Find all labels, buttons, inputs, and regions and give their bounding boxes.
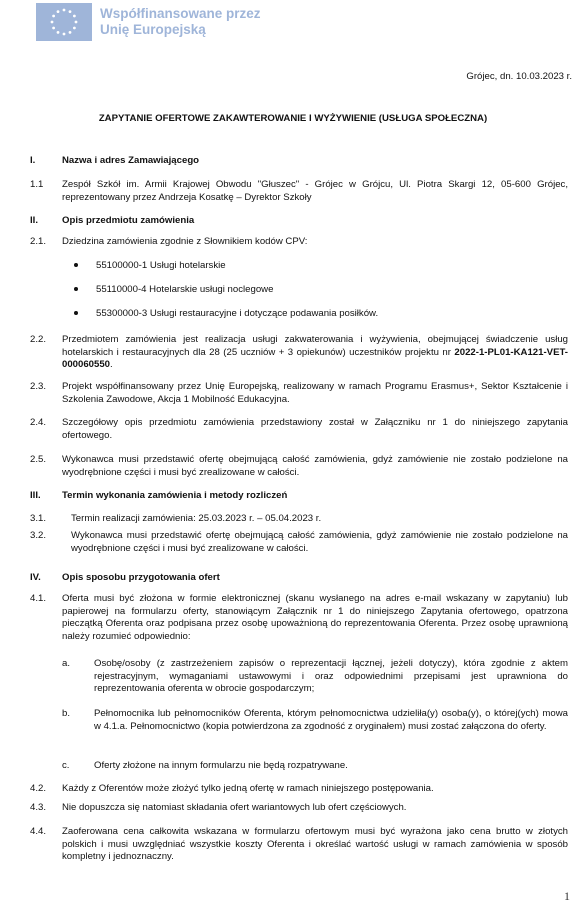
eu-star-icon [63, 9, 66, 12]
subpoint-a [62, 658, 568, 696]
eu-star-icon [73, 27, 76, 30]
section-title: Nazwa i adres Zamawiającego [62, 155, 200, 166]
document-title: ZAPYTANIE OFERTOWE ZAKAWTEROWANIE I WYŻYWIENIE (USŁUGA SPOŁECZNA) [98, 113, 488, 124]
paragraph-text: Wykonawca musi przedstawić ofertę obejmującą całość zamówienia, gdyż zamówienie nie zostało podzielone na wyodrębnione części i musi być zrealizowane w całości. [62, 454, 568, 478]
document-date: Grójec, dn. 10.03.2023 r. [466, 71, 572, 82]
paragraph-4-1 [30, 593, 568, 644]
paragraph-text: Nie dopuszcza się natomiast składania ofert wariantowych lub ofert częściowych. [62, 802, 407, 813]
section-number: III. [30, 490, 41, 501]
paragraph-4-2 [30, 783, 568, 796]
paragraph-number: 4.1. [30, 593, 47, 604]
subpoint-text: Pełnomocnika lub pełnomocników Oferenta, którym pełnomocnictwa udzieliła(y) osoba(y), o której(ych) mowa w 4.1.a. Pełnomocnictwo (kopia potwierdzona za zgodność z oryginałem) musi zostać załączona do oferty. [94, 708, 568, 732]
eu-cofinancing-logo [36, 3, 261, 41]
eu-flag-icon [36, 3, 92, 41]
subpoint-label: a. [62, 658, 71, 669]
paragraph-text: Oferta musi być złożona w formie elektronicznej (skanu wysłanego na adres e-mail wskazany w zapytaniu) lub papierowej na formularzu oferty, stanowiącym Załącznik nr 1 do niniejszego Zapytania ofertowego, opatrzona pieczątką Oferenta oraz podpisana przez osobę upoważnioną do reprezentowania Oferenta. Przez osobę uprawnioną należy rozumieć odpowiednio: [62, 593, 568, 642]
paragraph-number: 3.1. [30, 513, 47, 524]
paragraph-number: 2.1. [30, 236, 47, 247]
bullet-icon [74, 311, 78, 315]
eu-star-icon [75, 21, 78, 24]
paragraph-text: Szczegółowy opis przedmiotu zamówienia przedstawiony został w Załączniku nr 1 do niniejszego zapytania ofertowego. [62, 417, 568, 441]
section-3-heading [30, 490, 568, 503]
project-number: 2022-1-PL01-KA121-VET-000060550 [62, 346, 568, 371]
section-2-heading [30, 215, 568, 228]
paragraph-number: 1.1 [30, 179, 44, 190]
paragraph-3-2 [30, 530, 568, 555]
paragraph-number: 2.5. [30, 454, 47, 465]
cpv-list-item: 55110000-4 Hotelarskie usługi noclegowe [74, 284, 273, 297]
logo-line-1: Współfinansowane przez [100, 6, 261, 22]
section-1-heading [30, 155, 568, 168]
bullet-icon [74, 263, 78, 267]
cpv-list-item: 55300000-3 Usługi restauracyjne i dotyczące podawania posiłków. [74, 308, 378, 321]
paragraph-text: Zespół Szkół im. Armii Krajowej Obwodu "Głuszec" - Grójec w Grójcu, Ul. Piotra Skargi 12, 05-600 Grójec, reprezentowany przez Andrzeja Kosatkę – Dyrektor Szkoły [62, 179, 568, 203]
section-number: IV. [30, 572, 41, 583]
paragraph-number: 4.3. [30, 802, 47, 813]
paragraph-2-2 [30, 334, 568, 372]
eu-star-icon [57, 31, 60, 34]
paragraph-4-4 [30, 826, 568, 864]
logo-text [100, 6, 261, 37]
paragraph-text: Wykonawca musi przedstawić ofertę obejmującą całość zamówienia, gdyż zamówienie nie zostało podzielone na wyodrębnione części i musi być zrealizowane w całości. [71, 530, 568, 554]
eu-star-icon [63, 33, 66, 36]
subpoint-label: c. [62, 760, 70, 771]
paragraph-number: 2.4. [30, 417, 47, 428]
paragraph-2-4 [30, 417, 568, 442]
section-title: Opis sposobu przygotowania ofert [62, 572, 220, 583]
eu-star-icon [69, 31, 72, 34]
section-number: II. [30, 215, 38, 226]
section-number: I. [30, 155, 36, 166]
paragraph-text: Dziedzina zamówienia zgodnie z Słownikiem kodów CPV: [62, 236, 308, 247]
subpoint-b [62, 708, 568, 733]
page-number: 1 [564, 889, 570, 903]
section-title: Termin wykonania zamówienia i metody rozliczeń [62, 490, 288, 501]
paragraph-text: Każdy z Oferentów może złożyć tylko jedną ofertę w ramach niniejszego postępowania. [62, 783, 434, 794]
paragraph-2-5 [30, 454, 568, 479]
eu-star-icon [52, 15, 55, 18]
paragraph-text: Projekt współfinansowany przez Unię Europejską, realizowany w ramach Programu Erasmus+, Sektor Kształcenie i Szkolenia Zawodowe, Akcja 1 Mobilność Edukacyjna. [62, 381, 568, 405]
bullet-icon [74, 287, 78, 291]
paragraph-2-3 [30, 381, 568, 406]
logo-line-2: Unię Europejską [100, 22, 206, 37]
eu-star-icon [52, 27, 55, 30]
paragraph-number: 2.2. [30, 334, 47, 345]
paragraph-text: Zaoferowana cena całkowita wskazana w formularzu ofertowym musi być wyrażona jako cena brutto w złotych polskich i musi uwzględniać wszystkie koszty Oferenta i określać wartość usługi w ramach zamówienia w sposób kompletny i jednoznaczny. [62, 826, 568, 863]
paragraph-number: 2.3. [30, 381, 47, 392]
section-title: Opis przedmiotu zamówienia [62, 215, 195, 226]
eu-star-icon [57, 10, 60, 13]
paragraph-text: Termin realizacji zamówienia: 25.03.2023 r. – 05.04.2023 r. [71, 513, 322, 524]
paragraph-number: 4.2. [30, 783, 47, 794]
cpv-list-item: 55100000-1 Usługi hotelarskie [74, 260, 226, 273]
subpoint-label: b. [62, 708, 71, 719]
eu-star-icon [69, 10, 72, 13]
eu-star-icon [51, 21, 54, 24]
paragraph-number: 4.4. [30, 826, 47, 837]
eu-star-icon [73, 15, 76, 18]
section-4-heading [30, 572, 568, 585]
paragraph-3-1 [30, 513, 568, 526]
subpoint-text: Oferty złożone na innym formularzu nie będą rozpatrywane. [94, 760, 348, 771]
subpoint-c [62, 760, 568, 773]
paragraph-4-3 [30, 802, 568, 815]
paragraph-number: 3.2. [30, 530, 47, 541]
paragraph-2-1 [30, 236, 568, 249]
paragraph-1-1 [30, 179, 568, 204]
subpoint-text: Osobę/osoby (z zastrzeżeniem zapisów o reprezentacji łącznej, jeżeli dotyczy), która zgodnie z aktem rejestracyjnym, wymaganiami ustawowymi i oraz odpowiednimi przepisami jest uprawniona do reprezentowania oferenta w obrocie gospodarczym; [94, 658, 568, 695]
paragraph-text: Przedmiotem zamówienia jest realizacja usługi zakwaterowania i wyżywienia, obejmującej świadczenie usług hotelarskich i restauracyjnych dla 28 (25 uczniów + 3 opiekunów) uczestników projektu nr 2022-1-PL01-KA121-VET-000060550. [62, 334, 568, 371]
